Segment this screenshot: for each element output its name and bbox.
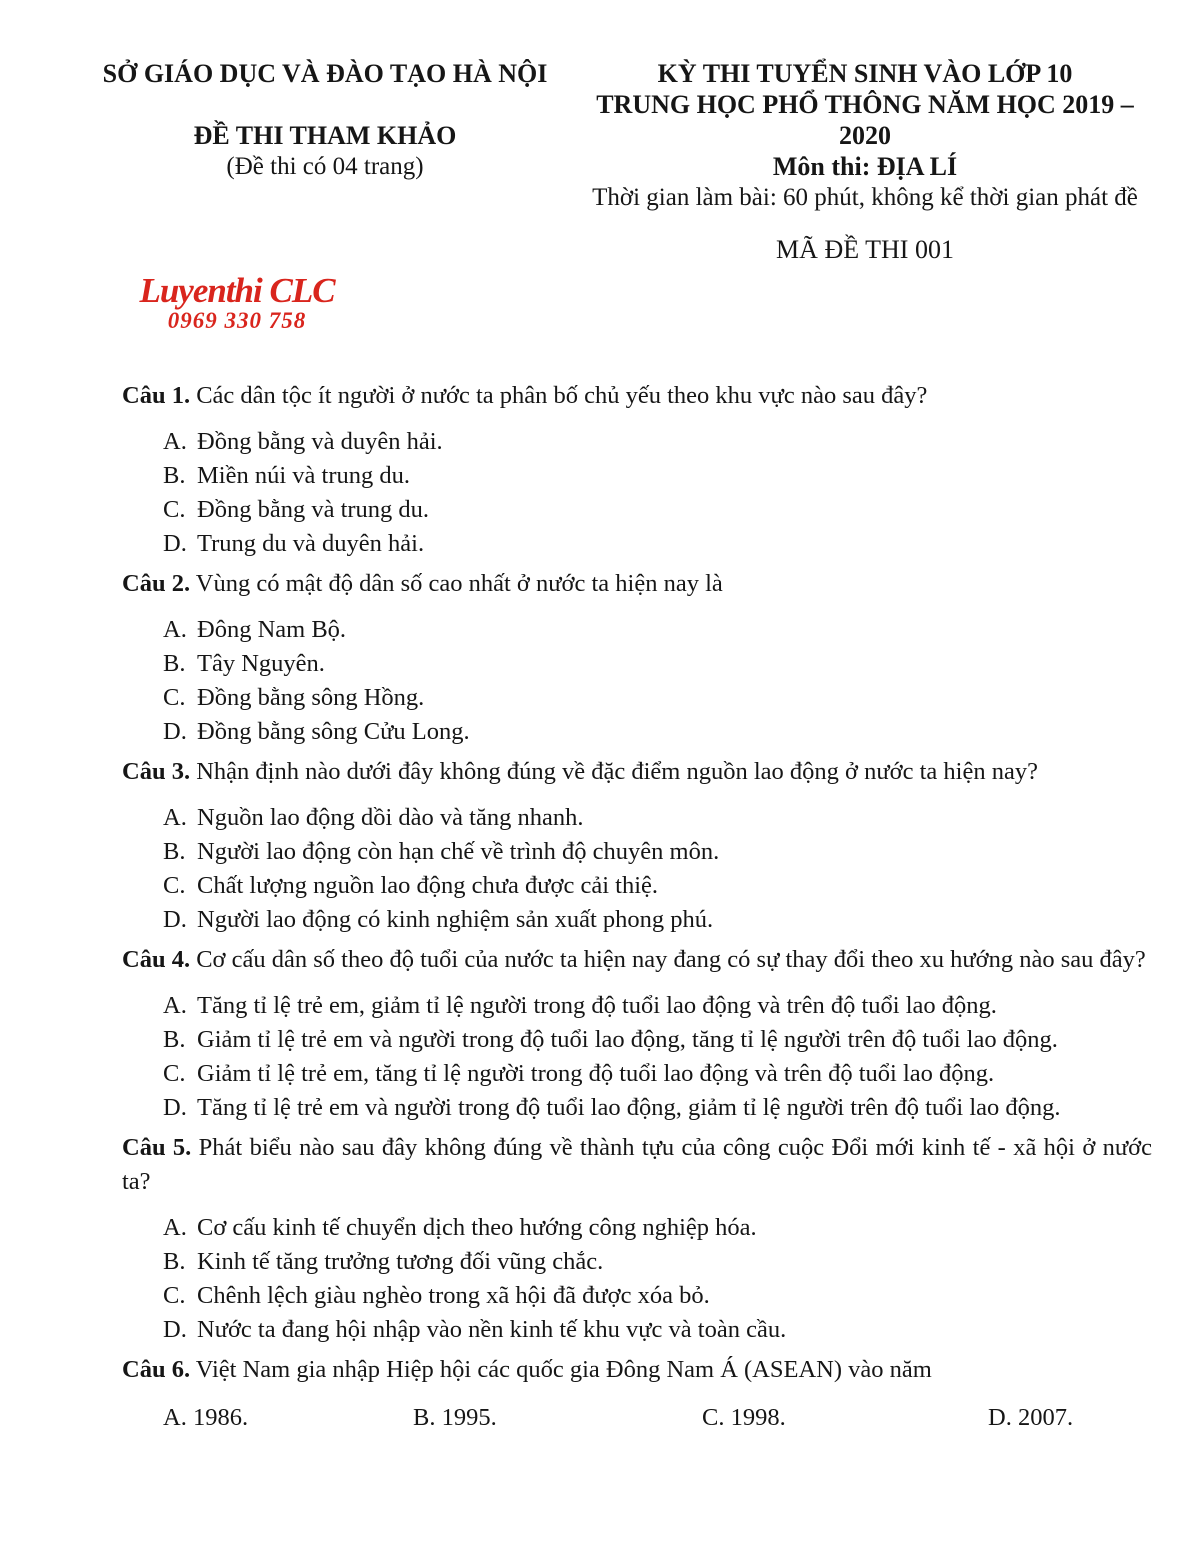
option-text: Chất lượng nguồn lao động chưa được cải thiệ.: [197, 872, 659, 899]
option-text: Giảm tỉ lệ trẻ em và người trong độ tuổi lao động, tăng tỉ lệ người trên độ tuổi lao động.: [197, 1026, 1058, 1053]
option-row: [163, 1023, 1152, 1057]
question-block-2: [122, 567, 1152, 749]
logo-name: Luyenthi CLC: [139, 271, 335, 310]
question-line: [122, 567, 1152, 601]
option-row: [163, 989, 1152, 1023]
option-key: C.: [163, 1060, 186, 1087]
option-text: Chênh lệch giàu nghèo trong xã hội đã được xóa bỏ.: [197, 1282, 710, 1309]
header-right-block: [580, 58, 1150, 213]
exam-code-spacer: [70, 234, 580, 265]
option-key: A.: [163, 992, 187, 1019]
option-text: Đồng bằng và duyên hải.: [197, 428, 443, 455]
option-row: [163, 835, 1152, 869]
option-row: [163, 1245, 1152, 1279]
option-text: Giảm tỉ lệ trẻ em, tăng tỉ lệ người trong độ tuổi lao động và trên độ tuổi lao động.: [197, 1060, 995, 1087]
option-text: Người lao động có kinh nghiệm sản xuất phong phú.: [197, 906, 714, 933]
question-label: Câu 1.: [122, 382, 191, 409]
option-text: Kinh tế tăng trưởng tương đối vũng chắc.: [197, 1248, 604, 1275]
option-row: [163, 715, 1152, 749]
option-row: [163, 425, 1152, 459]
option-key: D.: [163, 1316, 187, 1343]
option-text: Người lao động còn hạn chế về trình độ chuyên môn.: [197, 838, 720, 865]
option-key: C.: [163, 684, 186, 711]
option-text: Cơ cấu kinh tế chuyển dịch theo hướng công nghiệp hóa.: [197, 1214, 757, 1241]
exam-code-row: [0, 234, 1200, 265]
option-key: A.: [163, 804, 187, 831]
question-text: Nhận định nào dưới đây không đúng về đặc điểm nguồn lao động ở nước ta hiện nay?: [196, 758, 1038, 785]
option-row: [163, 647, 1152, 681]
option-row: [163, 613, 1152, 647]
question-text: Việt Nam gia nhập Hiệp hội các quốc gia Đông Nam Á (ASEAN) vào năm: [195, 1356, 932, 1383]
option-text: Tăng tỉ lệ trẻ em và người trong độ tuổi lao động, giảm tỉ lệ người trên độ tuổi lao động.: [197, 1094, 1061, 1121]
exam-title-line2: TRUNG HỌC PHỔ THÔNG NĂM HỌC 2019 – 2020: [596, 90, 1134, 150]
option-row: [163, 1057, 1152, 1091]
option-row: [413, 1401, 702, 1435]
options-list: [163, 801, 1152, 937]
question-label: Câu 3.: [122, 758, 191, 785]
option-row: [163, 801, 1152, 835]
exam-type: ĐỀ THI THAM KHẢO: [193, 121, 457, 150]
option-text: 2007.: [1017, 1404, 1074, 1431]
question-line: [122, 379, 1152, 413]
option-row: [163, 1211, 1152, 1245]
question-line: [122, 755, 1152, 789]
option-key: D.: [163, 530, 187, 557]
logo: [116, 272, 358, 333]
question-block-6: [122, 1353, 1152, 1435]
question-label: Câu 4.: [122, 946, 191, 973]
option-text: Tăng tỉ lệ trẻ em, giảm tỉ lệ người trong độ tuổi lao động và trên độ tuổi lao động.: [197, 992, 997, 1019]
option-key: C.: [163, 872, 186, 899]
questions-area: [0, 333, 1200, 1435]
option-text: Đồng bằng sông Hồng.: [197, 684, 425, 711]
exam-code: MÃ ĐỀ THI 001: [776, 235, 954, 264]
option-text: Đông Nam Bộ.: [197, 616, 347, 643]
option-text: 1995.: [441, 1404, 497, 1431]
option-row: [163, 493, 1152, 527]
options-list-horizontal: [163, 1401, 1152, 1435]
header-spacer: [70, 89, 580, 120]
option-row: [163, 681, 1152, 715]
option-row: [163, 1401, 413, 1435]
options-list: [163, 1211, 1152, 1347]
option-key: A.: [163, 1214, 187, 1241]
options-list: [163, 989, 1152, 1125]
question-block-5: [122, 1131, 1152, 1347]
option-row: [163, 1091, 1152, 1125]
pages-note: (Đề thi có 04 trang): [226, 153, 424, 180]
option-key: A.: [163, 616, 187, 643]
option-key: C.: [163, 1282, 186, 1309]
option-key: B.: [163, 1248, 186, 1275]
question-text: Cơ cấu dân số theo độ tuổi của nước ta hiện nay đang có sự thay đổi theo xu hướng nào sau đây?: [196, 946, 1146, 973]
exam-title-line1: KỲ THI TUYỂN SINH VÀO LỚP 10: [657, 59, 1073, 88]
question-line: [122, 943, 1152, 977]
options-list: [163, 613, 1152, 749]
option-key: A.: [163, 1404, 187, 1431]
option-key: B.: [413, 1404, 436, 1431]
question-text: Vùng có mật độ dân số cao nhất ở nước ta hiện nay là: [195, 570, 723, 597]
option-key: D.: [163, 1094, 187, 1121]
question-label: Câu 5.: [122, 1134, 192, 1161]
option-row: [988, 1401, 1073, 1435]
option-text: Nước ta đang hội nhập vào nền kinh tế khu vực và toàn cầu.: [197, 1316, 787, 1343]
subject-line: Môn thi: ĐỊA LÍ: [772, 152, 958, 181]
option-row: [163, 869, 1152, 903]
option-key: B.: [163, 462, 186, 489]
question-block-3: [122, 755, 1152, 937]
option-text: Đồng bằng và trung du.: [197, 496, 430, 523]
option-key: D.: [163, 718, 187, 745]
options-list: [163, 425, 1152, 561]
question-line: [122, 1353, 1152, 1387]
question-line: [122, 1131, 1152, 1199]
duration-line: Thời gian làm bài: 60 phút, không kể thời gian phát đề: [592, 184, 1138, 211]
option-row: [163, 459, 1152, 493]
option-text: Miền núi và trung du.: [197, 462, 410, 489]
option-key: B.: [163, 650, 186, 677]
option-key: B.: [163, 1026, 186, 1053]
option-key: B.: [163, 838, 186, 865]
option-text: Nguồn lao động dồi dào và tăng nhanh.: [197, 804, 584, 831]
option-row: [163, 903, 1152, 937]
option-text: Trung du và duyên hải.: [197, 530, 425, 557]
option-text: Tây Nguyên.: [197, 650, 325, 677]
option-row: [702, 1401, 988, 1435]
option-key: A.: [163, 428, 187, 455]
header-left-block: [70, 58, 580, 213]
question-text: Các dân tộc ít người ở nước ta phân bố chủ yếu theo khu vực nào sau đây?: [196, 382, 928, 409]
question-text: Phát biểu nào sau đây không đúng về thành tựu của công cuộc Đổi mới kinh tế - xã hội ở nước ta?: [122, 1134, 1153, 1195]
logo-phone: 0969 330 758: [167, 308, 307, 333]
option-key: D.: [988, 1404, 1012, 1431]
question-label: Câu 2.: [122, 570, 191, 597]
option-text: Đồng bằng sông Cửu Long.: [197, 718, 470, 745]
question-block-1: [122, 379, 1152, 561]
question-block-4: [122, 943, 1152, 1125]
option-key: C.: [163, 496, 186, 523]
option-row: [163, 1313, 1152, 1347]
option-row: [163, 1279, 1152, 1313]
page-header: [0, 0, 1200, 213]
option-key: C.: [702, 1404, 725, 1431]
option-text: 1998.: [730, 1404, 786, 1431]
question-label: Câu 6.: [122, 1356, 191, 1383]
department-name: SỞ GIÁO DỤC VÀ ĐÀO TẠO HÀ NỘI: [102, 59, 548, 88]
option-text: 1986.: [192, 1404, 249, 1431]
option-row: [163, 527, 1152, 561]
option-key: D.: [163, 906, 187, 933]
